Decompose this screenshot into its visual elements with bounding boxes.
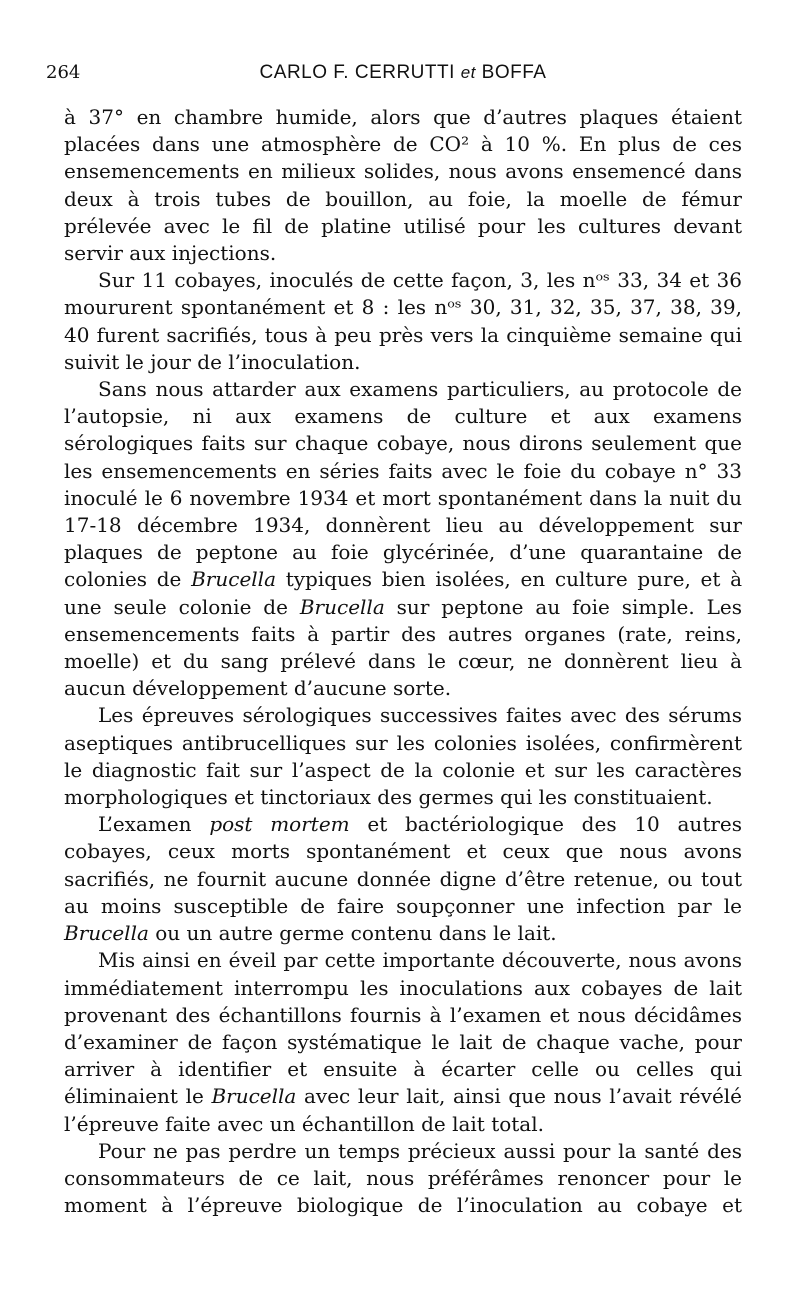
paragraph-2: Sur 11 cobayes, inoculés de cette façon, 3, les nᵒˢ 33, 34 et 36 moururent spontanément et 8 : les nᵒˢ 30, 31, 32, 35, 37, 38, 39, 40 furent sacrifiés, tous à peu près vers la cinquième semaine qui suivit le jour de l’inoculation. <box>64 268 742 374</box>
paragraph-5-text-a: L’examen <box>98 812 192 837</box>
paragraph-5-text-e: ou un autre germe contenu dans le lait. <box>155 921 557 946</box>
paragraph-3-genus-1: Brucella <box>191 567 277 592</box>
paragraph-7: Pour ne pas perdre un temps précieux aussi pour la santé des consommateurs de ce lait, nous préférâmes renoncer pour le moment à l’épreuve biologique de l’inoculation au cobaye et <box>64 1138 742 1218</box>
paragraph-1: à 37° en chambre humide, alors que d’autres plaques étaient placées dans une atmosphère de CO² à 10 %. En plus de ces ensemencements en milieux solides, nous avons ensemencé dans deux à trois tubes de bouillon, au foie, la moelle de fémur prélevée avec le fil de platine utilisé pour les cultures devant servir aux injections. <box>64 105 742 266</box>
paragraph-4: Les épreuves sérologiques successives faites avec des sérums aseptiques antibrucelliques sur les colonies isolées, confirmèrent le diagnostic fait sur l’aspect de la colonie et sur les caractères morphologiques et tinctoriaux des germes qui les constituaient. <box>64 703 742 810</box>
running-head-authors: CARLO F. CERRUTTI <box>259 62 455 83</box>
paragraph-3-genus-2: Brucella <box>299 594 385 619</box>
paragraph-5-post-mortem: post mortem <box>209 812 350 837</box>
paragraph-6-genus: Brucella <box>211 1084 297 1109</box>
paragraph-5-text-c: et bactériologique des 10 autres cobayes, ceux morts spontanément et ceux que nous avons sacrifiés, ne fournit aucune donnée digne d’être retenue, ou tout au moins susceptible de faire soupçonner une infection par le <box>64 812 743 918</box>
paragraph-5-genus: Brucella <box>64 921 149 946</box>
running-head-et: et <box>460 63 476 82</box>
running-head-coauthor: BOFFA <box>481 62 547 83</box>
paragraph-3-text-a: Sans nous attarder aux examens particuliers, au protocole de l’autopsie, ni aux examens de culture et aux examens sérologiques faits sur chaque cobaye, nous dirons seulement que les ensemencements en séries faits avec le foie du cobaye n° 33 inoculé le 6 novembre 1934 et mort spontanément dans la nuit du 17-18 décembre 1934, donnèrent lieu au développement sur plaques de peptone au foie glycérinée, d’une quarantaine de colonies de <box>64 377 742 592</box>
page <box>46 62 743 1219</box>
paragraph-6 <box>64 947 742 1137</box>
paragraph-3 <box>64 376 742 702</box>
paragraph-6-text-c: avec leur lait, ainsi que nous l’avait révélé l’épreuve faite avec un échantillon de lait total. <box>64 1084 743 1136</box>
page-header <box>46 62 742 92</box>
paragraph-5 <box>64 811 742 947</box>
page-number: 264 <box>46 62 81 83</box>
running-head <box>64 62 742 84</box>
paragraph-3-text-c: typiques bien isolées, en culture pure, et à une seule colonie de <box>64 567 742 619</box>
paragraph-3-text-e: sur peptone au foie simple. Les ensemencements faits à partir des autres organes (rate, reins, moelle) et du sang prélevé dans le cœur, ne donnèrent lieu à aucun développement d’aucune sorte. <box>64 594 742 701</box>
paragraph-6-text-a: Mis ainsi en éveil par cette importante découverte, nous avons immédiatement interrompu les inoculations aux cobayes de lait provenant des échantillons fournis à l’examen et nous décidâmes d’examiner de façon systématique le lait de chaque vache, pour arriver à identifier et ensuite à écarter celle ou celles qui éliminaient le <box>64 948 742 1109</box>
body-text <box>64 104 742 1219</box>
